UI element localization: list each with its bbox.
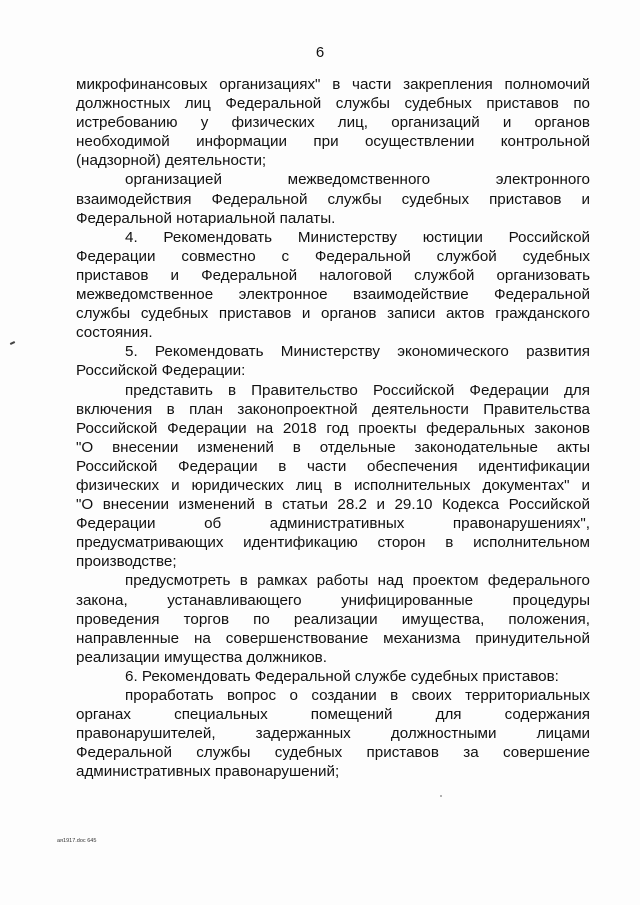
page-number: 6 (315, 44, 325, 61)
text-line: должностных лиц Федеральной службы судебных приставов по (76, 95, 590, 113)
text-line: предусматривающих идентификацию сторон в исполнительном (76, 534, 590, 552)
text-line: службы судебных приставов и органов записи актов гражданского (76, 305, 590, 323)
text-line: состояния. (76, 324, 153, 342)
text-line: истребованию у физических лиц, организаций и органов (76, 114, 590, 132)
document-body (76, 75, 590, 781)
text-line: Федерации об административных правонарушениях", (76, 515, 590, 533)
text-line: 5. Рекомендовать Министерству экономического развития (125, 343, 590, 361)
text-line: Федеральной нотариальной палаты. (76, 209, 336, 227)
text-line: физических и юридических лиц в исполнительных документах" и (76, 476, 590, 494)
text-line: Российской Федерации на 2018 год проекты федеральных законов (76, 419, 590, 437)
text-line: включения в план законопроектной деятельности Правительства (76, 400, 590, 418)
text-line: предусмотреть в рамках работы над проектом федерального (125, 572, 590, 590)
footer-file-reference: ая1917.doc 645 (57, 838, 97, 844)
text-line: (надзорной) деятельности; (76, 152, 267, 170)
text-line: представить в Правительство Российской Федерации для (125, 381, 590, 399)
text-line: 6. Рекомендовать Федеральной службе судебных приставов: (125, 667, 559, 685)
text-line: административных правонарушений; (76, 763, 340, 781)
text-line: проработать вопрос о создании в своих территориальных (125, 687, 590, 704)
text-line: микрофинансовых организациях" в части закрепления полномочий (76, 76, 590, 93)
text-line: правонарушителей, задержанных должностными лицами (76, 725, 590, 743)
text-line: 4. Рекомендовать Министерству юстиции Российской (125, 228, 590, 246)
text-line: реализации имущества должников. (76, 648, 327, 666)
scan-speck (440, 795, 442, 797)
text-line: органах специальных помещений для содержания (76, 706, 590, 724)
text-line: Российской Федерации: (76, 362, 246, 380)
text-line: направленные на совершенствование механизма принудительной (76, 629, 590, 647)
text-line: приставов и Федеральной налоговой службой организовать (76, 266, 590, 284)
text-line: Российской Федерации в части обеспечения идентификации (76, 457, 590, 475)
scan-mark (10, 341, 15, 345)
text-line: "О внесении изменений в статьи 28.2 и 29.10 Кодекса Российской (76, 496, 590, 514)
text-line: межведомственное электронное взаимодействие Федеральной (76, 286, 590, 304)
text-line: необходимой информации при осуществлении контрольной (76, 133, 590, 151)
text-line: организацией межведомственного электронного (125, 171, 590, 189)
text-line: "О внесении изменений в отдельные законодательные акты (76, 438, 590, 456)
text-line: проведения торгов по реализации имущества, положения, (76, 610, 590, 628)
text-line: взаимодействия Федеральной службы судебных приставов и (76, 190, 590, 208)
text-line: Федерации совместно с Федеральной службой судебных (76, 247, 590, 265)
text-line: Федеральной службы судебных приставов за совершение (76, 744, 590, 762)
text-line: производстве; (76, 553, 177, 571)
text-line: закона, устанавливающего унифицированные процедуры (76, 591, 590, 609)
